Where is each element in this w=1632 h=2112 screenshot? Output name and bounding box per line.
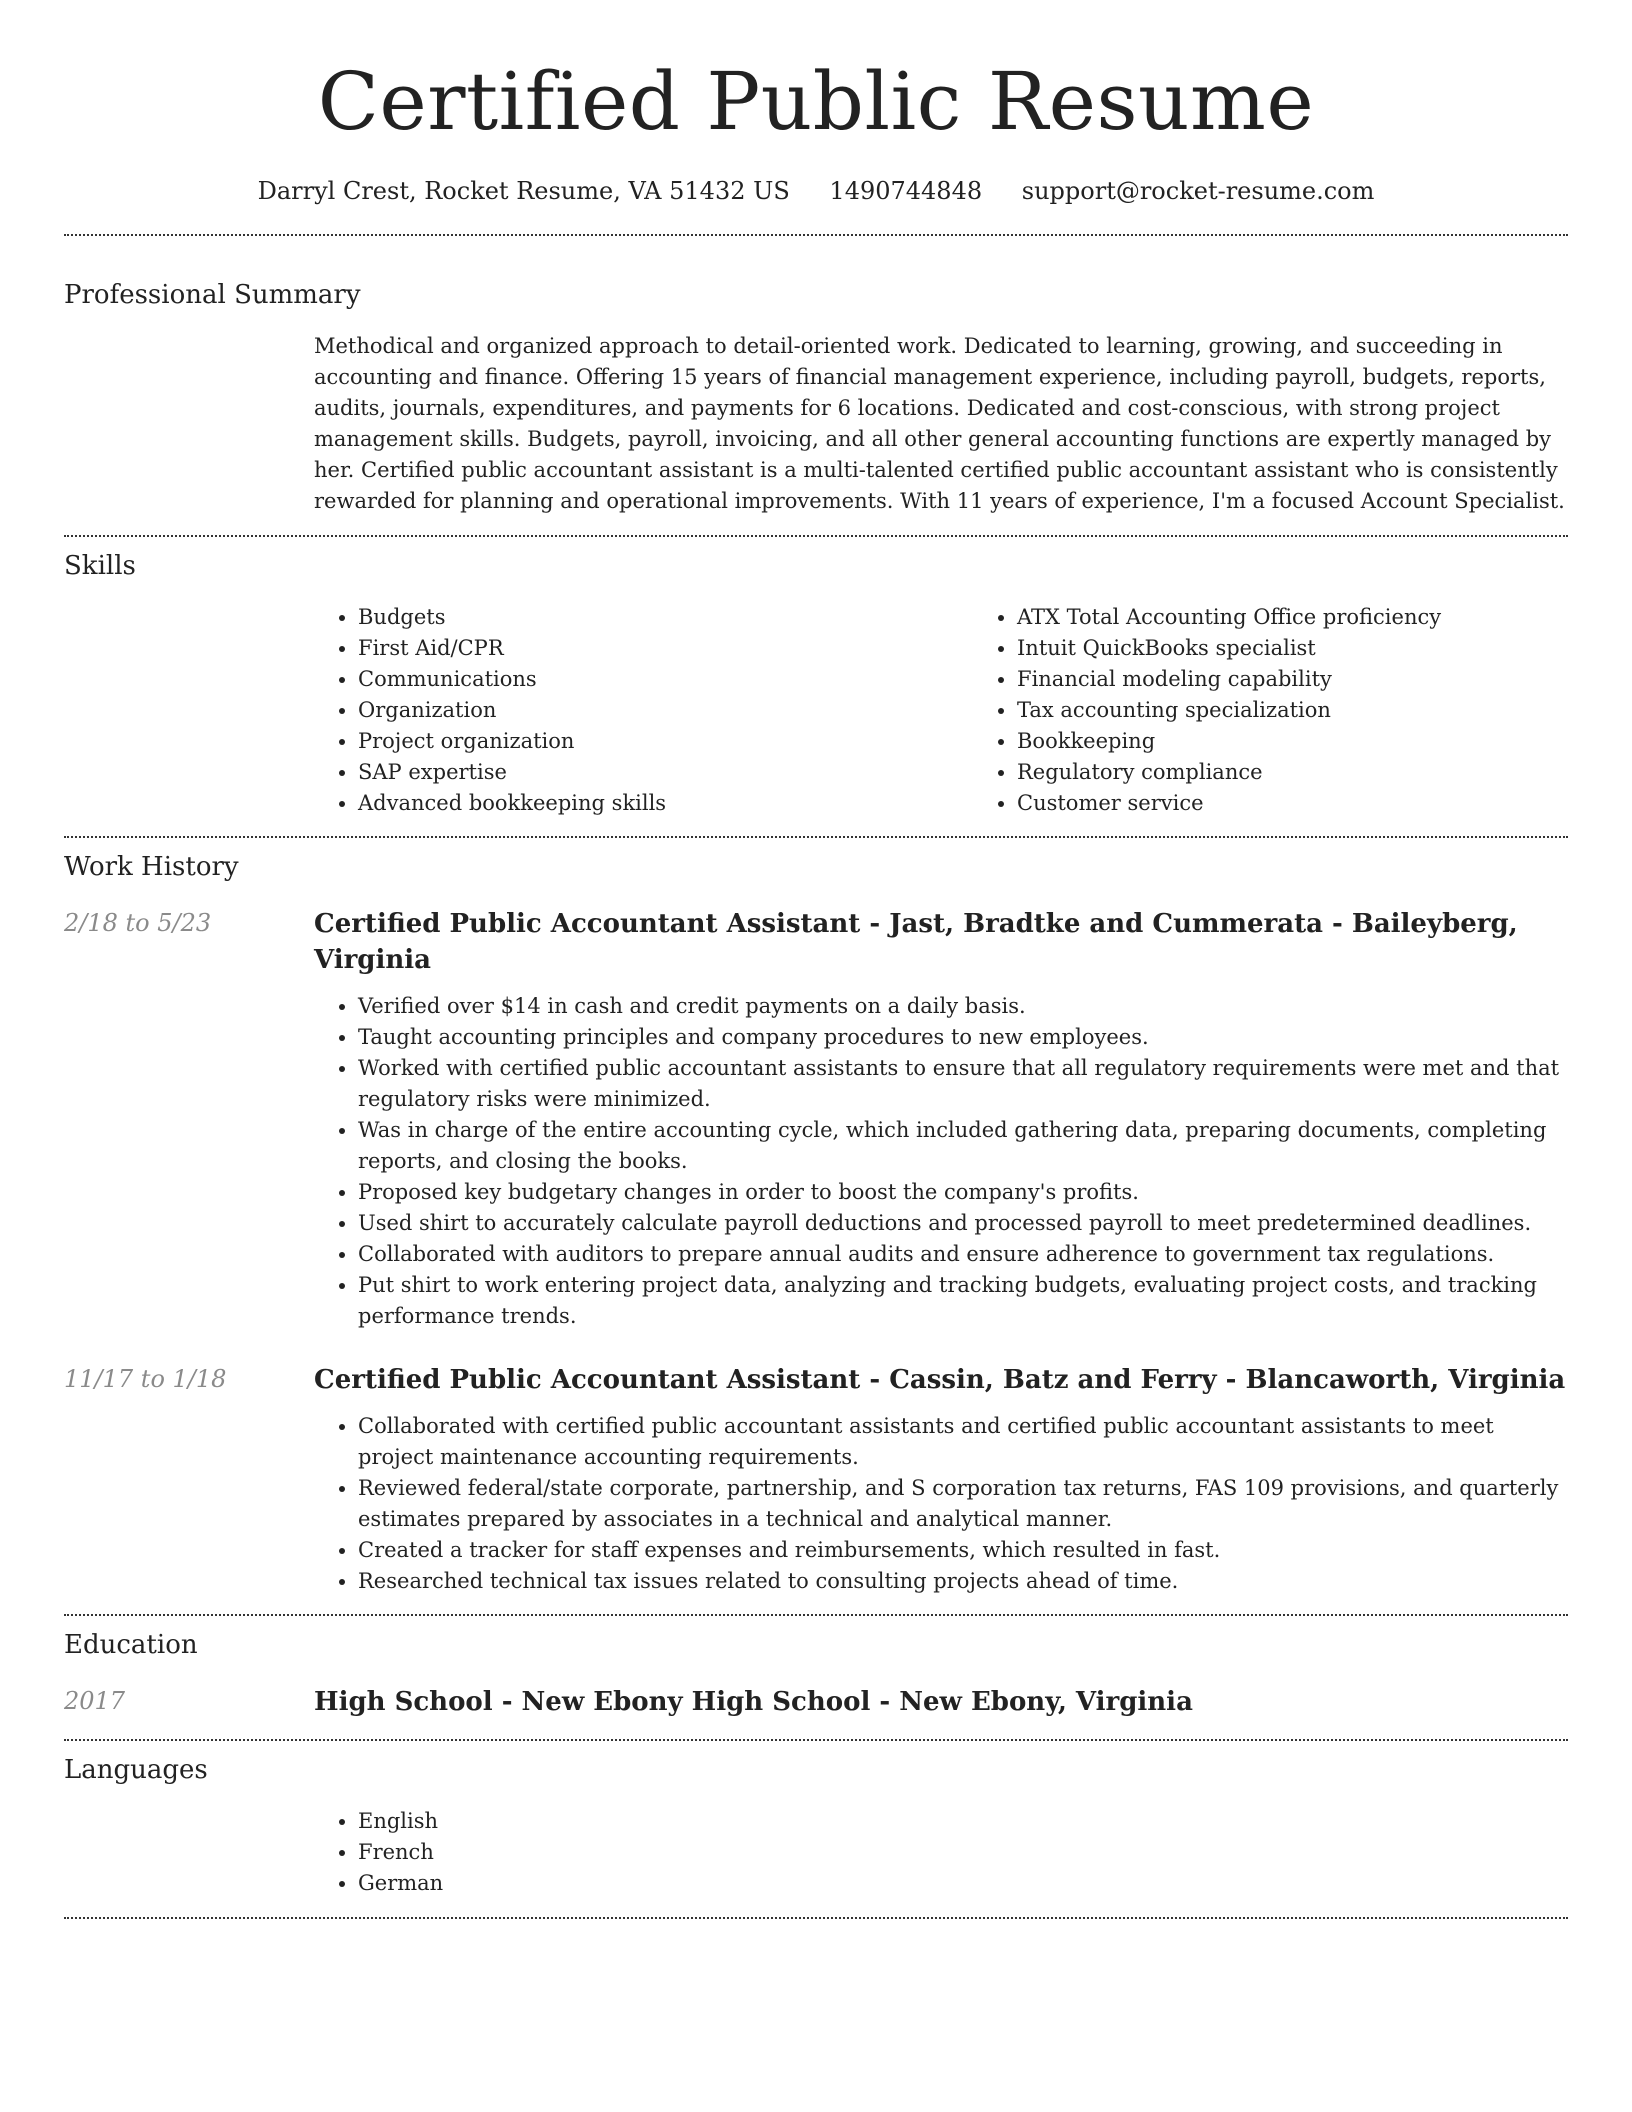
job-bullet: • Put shirt to work entering project data, analyzing and tracking budgets, evaluating project costs, and tracking performance trends. (358, 1270, 1568, 1332)
job-bullet: • Proposed key budgetary changes in order to boost the company's profits. (358, 1177, 1568, 1208)
job-bullet: • Taught accounting principles and company procedures to new employees. (358, 1022, 1568, 1053)
contact-email: support@rocket-resume.com (1021, 177, 1375, 205)
summary-row (64, 331, 1568, 517)
job-bullet: • Collaborated with certified public accountant assistants and certified public accountant assistants to meet project maintenance accounting requirements. (358, 1411, 1568, 1473)
skill-item: • Financial modeling capability (1017, 664, 1632, 695)
education-section (64, 1616, 1568, 1720)
contact-phone: 1490744848 (829, 177, 983, 205)
job-heading: Certified Public Accountant Assistant - Cassin, Batz and Ferry - Blancaworth, Virginia (314, 1365, 1566, 1395)
resume-page (64, 0, 1568, 1919)
job-bullets (314, 991, 1568, 1332)
skills-grid (314, 602, 1632, 819)
contact-line (64, 174, 1568, 208)
languages-list (314, 1806, 1568, 1899)
education-year: 2017 (64, 1687, 126, 1715)
resume-name: Certified Public Resume (317, 55, 1315, 148)
skill-item: • Advanced bookkeeping skills (358, 788, 973, 819)
skill-item: • Communications (358, 664, 973, 695)
skill-item: • First Aid/CPR (358, 633, 973, 664)
languages-title: Languages (64, 1755, 208, 1785)
skill-item: • Tax accounting specialization (1017, 695, 1632, 726)
languages-content (314, 1806, 1568, 1899)
job-bullet: • Reviewed federal/state corporate, partnership, and S corporation tax returns, FAS 109 provisions, and quarterly estimates prepared by associates in a technical and analytical manner. (358, 1473, 1568, 1535)
job-details (314, 906, 1568, 1332)
skill-item: • SAP expertise (358, 757, 973, 788)
job-bullet: • Used shirt to accurately calculate payroll deductions and processed payroll to meet predetermined deadlines. (358, 1208, 1568, 1239)
job-bullet: • Created a tracker for staff expenses and reimbursements, which resulted in fast. (358, 1535, 1568, 1566)
job-entry (64, 1362, 1568, 1597)
job-bullet: • Was in charge of the entire accounting cycle, which included gathering data, preparing documents, completing reports, and closing the books. (358, 1115, 1568, 1177)
job-entry (64, 906, 1568, 1332)
job-dates: 2/18 to 5/23 (64, 909, 212, 937)
skill-item: • Customer service (1017, 788, 1632, 819)
skill-item: • ATX Total Accounting Office proficiency (1017, 602, 1632, 633)
skill-item: • Organization (358, 695, 973, 726)
skills-left-spacer (64, 602, 314, 819)
job-bullet: • Worked with certified public accountant assistants to ensure that all regulatory requirements were met and that regulatory risks were minimized. (358, 1053, 1568, 1115)
skills-row (64, 602, 1568, 819)
summary-text: Methodical and organized approach to detail-oriented work. Dedicated to learning, growing, and succeeding in accounting and finance. Offering 15 years of financial management experience, including payroll, budgets, reports, audits, journals, expenditures, and payments for 6 locations. Dedicated and cost-conscious, with strong project management skills. Budgets, payroll, invoicing, and all other general accounting functions are expertly managed by her. Certified public accountant assistant is a multi-talented certified public accountant assistant who is consistently rewarded for planning and operational improvements. With 11 years of experience, I'm a focused Account Specialist. (314, 334, 1565, 513)
job-bullets (314, 1411, 1568, 1597)
job-bullet: • Researched technical tax issues related to consulting projects ahead of time. (358, 1566, 1568, 1597)
languages-section (64, 1741, 1568, 1899)
summary-left-spacer (64, 331, 314, 517)
job-bullet: • Verified over $14 in cash and credit payments on a daily basis. (358, 991, 1568, 1022)
summary-content (314, 331, 1568, 517)
language-item: • French (358, 1837, 1568, 1868)
education-heading: High School - New Ebony High School - New Ebony, Virginia (314, 1687, 1193, 1717)
skills-list-left (314, 602, 973, 819)
language-item: • English (358, 1806, 1568, 1837)
divider (64, 1917, 1568, 1919)
languages-left-spacer (64, 1806, 314, 1899)
skill-item: • Bookkeeping (1017, 726, 1632, 757)
languages-row (64, 1806, 1568, 1899)
summary-section (64, 236, 1568, 517)
skill-item: • Project organization (358, 726, 973, 757)
skill-item: • Regulatory compliance (1017, 757, 1632, 788)
education-details (314, 1684, 1568, 1720)
job-bullet: • Collaborated with auditors to prepare annual audits and ensure adherence to government tax regulations. (358, 1239, 1568, 1270)
job-details (314, 1362, 1568, 1597)
skills-list-right (973, 602, 1632, 819)
work-section (64, 838, 1568, 1597)
work-title: Work History (64, 852, 239, 882)
skill-item: • Intuit QuickBooks specialist (1017, 633, 1632, 664)
job-heading: Certified Public Accountant Assistant - Jast, Bradtke and Cummerata - Baileyberg, Virginia (314, 909, 1518, 975)
education-title: Education (64, 1630, 198, 1660)
skills-section (64, 537, 1568, 819)
language-item: • German (358, 1868, 1568, 1899)
job-dates: 11/17 to 1/18 (64, 1365, 227, 1393)
skills-title: Skills (64, 551, 136, 581)
contact-address: Darryl Crest, Rocket Resume, VA 51432 US (257, 177, 790, 205)
skill-item: • Budgets (358, 602, 973, 633)
summary-title: Professional Summary (64, 280, 361, 310)
education-entry (64, 1684, 1568, 1720)
